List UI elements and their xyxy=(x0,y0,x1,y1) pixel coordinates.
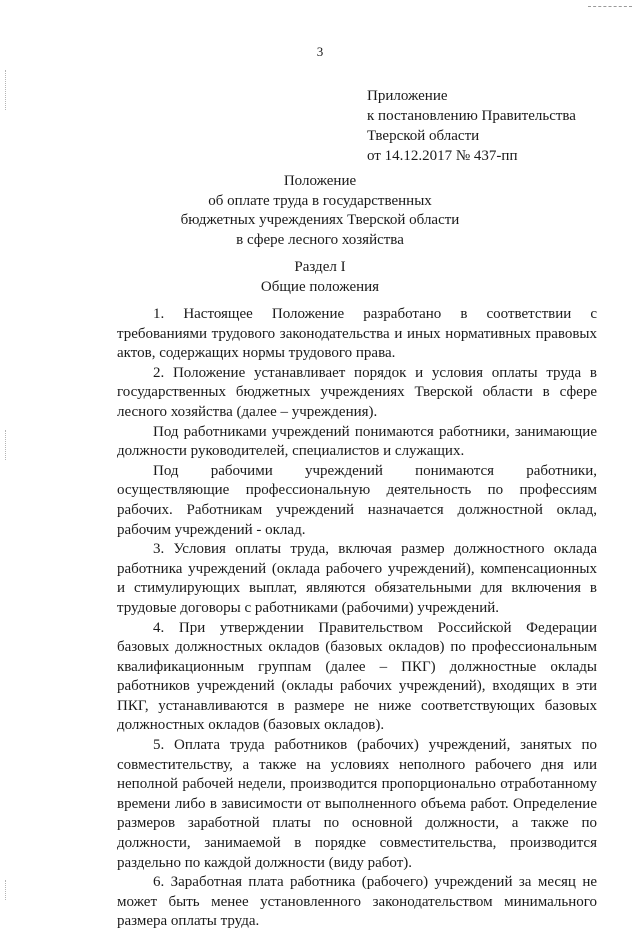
appendix-line: от 14.12.2017 № 437-пп xyxy=(367,148,518,164)
title-line: в сфере лесного хозяйства xyxy=(236,231,404,248)
appendix-line: к постановлению Правительства xyxy=(367,108,576,124)
section-number: Раздел I xyxy=(294,259,346,275)
scan-margin-mark xyxy=(5,70,7,110)
appendix-line: Приложение xyxy=(367,88,448,104)
title-line: об оплате труда в государственных xyxy=(208,192,432,209)
paragraph: 1. Настоящее Положение разработано в соответствии с требованиями трудового законодательства и иных нормативных правовых актов, содержащих нормы трудового права. xyxy=(117,306,597,362)
paragraph: 6. Заработная плата работника (рабочего) учреждений за месяц не может быть менее установленного законодательством минимального размера оплаты труда. xyxy=(117,874,597,930)
title-line: Положение xyxy=(283,173,357,189)
paragraph: Под рабочими учреждений понимаются работники, осуществляющие профессиональную деятельность по профессиям рабочих. Работникам учреждений назначается должностной оклад, рабочим учреждений - оклад. xyxy=(117,462,597,538)
paragraph: 3. Условия оплаты труда, включая размер должностного оклада работника учреждений (оклада рабочего учреждений), компенсационных и стимулирующих выплат, являются обязательными для включения в трудовые договоры с работниками (рабочими) учреждений. xyxy=(117,541,597,616)
document-title xyxy=(0,172,640,250)
appendix-block xyxy=(367,86,629,166)
paragraph: 4. При утверждении Правительством Российской Федерации базовых должностных окладов (базовых окладов) по профессиональным квалификационным группам (далее – ПКГ) должностные оклады работников учреждений (оклады рабочих учреждений), входящих в эти ПКГ, устанавливаются в размере не ниже соответствующих базовых должностных окладов (базовых окладов). xyxy=(117,619,597,734)
scan-margin-mark xyxy=(5,880,7,900)
title-line: бюджетных учреждениях Тверской области xyxy=(180,212,460,228)
scan-corner-mark xyxy=(588,6,632,8)
section-heading xyxy=(0,258,640,297)
page-number: 3 xyxy=(316,44,324,59)
scan-margin-mark xyxy=(5,430,7,460)
paragraph: 5. Оплата труда работников (рабочих) учреждений, занятых по совместительству, а также на условиях неполного рабочего дня или неполной рабочей недели, производится пропорционально отработанному времени либо в зависимости от выполненного объема работ. Определение размеров заработной платы по основной должности, а также по должности, занимаемой в порядке совместительства, производится раздельно по каждой должности (виду работ). xyxy=(117,737,597,871)
appendix-line: Тверской области xyxy=(367,128,480,144)
paragraph: Под работниками учреждений понимаются работники, занимающие должности руководителей, специалистов и служащих. xyxy=(117,423,597,460)
section-name: Общие положения xyxy=(260,278,380,295)
paragraph: 2. Положение устанавливает порядок и условия оплаты труда в государственных бюджетных учреждениях Тверской области в сфере лесного хозяйства (далее – учреждения). xyxy=(117,364,597,420)
document-body xyxy=(117,305,597,932)
